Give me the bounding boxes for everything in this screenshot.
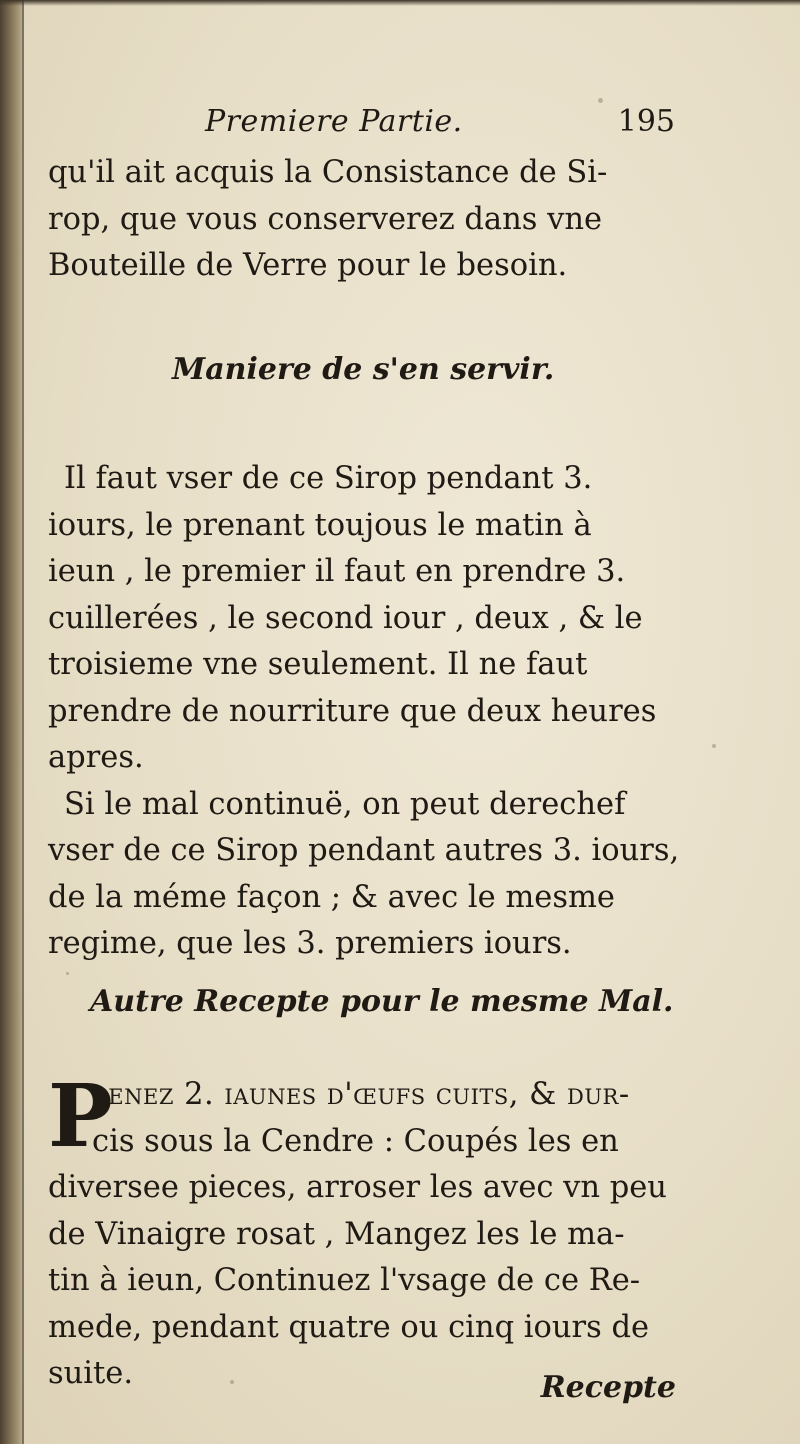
paragraph-continuation — [48, 150, 674, 290]
paragraph-instructions — [48, 456, 680, 968]
catchword: Recepte — [540, 1370, 676, 1405]
text-line: Bouteille de Verre pour le besoin. — [48, 248, 568, 283]
text-line: qu'il ait acquis la Consistance de Si- — [48, 155, 608, 190]
dropcap-paragraph-start — [48, 1066, 674, 1167]
text-line: apres. — [48, 740, 144, 775]
book-binding-shadow — [0, 0, 22, 1444]
page-number: 195 — [617, 104, 675, 139]
running-head: Premiere Partie. — [205, 104, 463, 139]
section-heading: Autre Recepte pour le mesme Mal. — [90, 984, 674, 1019]
drop-cap-letter: P — [48, 1066, 113, 1167]
text-line: vser de ce Sirop pendant autres 3. iours, — [48, 833, 680, 868]
text-line: diversee pieces, arroser les avec vn peu — [48, 1170, 667, 1205]
text-line: rop, que vous conserverez dans vne — [48, 201, 603, 237]
text-line: prendre de nourriture que deux heures — [48, 693, 657, 729]
text-line: cuillerées , le second iour , deux , & le — [48, 600, 643, 636]
text-line: de Vinaigre rosat , Mangez les le ma- — [48, 1216, 625, 1252]
section-heading: Maniere de s'en servir. — [172, 352, 555, 387]
text-line: troisieme vne seulement. Il ne faut — [48, 647, 588, 682]
page-header — [205, 104, 675, 150]
text-line: Si le mal continuë, on peut derechef — [64, 786, 626, 822]
text-line: regime, que les 3. premiers iours. — [48, 926, 572, 961]
paragraph-recipe — [48, 1066, 674, 1398]
text-line: mede, pendant quatre ou cinq iours de — [48, 1309, 650, 1345]
text-line: ieun , le premier il faut en prendre 3. — [48, 554, 626, 589]
text-line: renez 2. iaunes d'œufs cuits, & dur- — [92, 1077, 630, 1112]
paper-spot — [598, 98, 603, 103]
text-line: iours, le prenant toujous le matin à — [48, 507, 592, 543]
paper-spot — [712, 744, 716, 748]
text-line: Il faut vser de ce Sirop pendant 3. — [64, 461, 593, 496]
text-line: cis sous la Cendre : Coupés les en — [92, 1123, 619, 1159]
page-top-edge — [0, 0, 800, 6]
gutter-line — [22, 0, 24, 1444]
text-line: tin à ieun, Continuez l'vsage de ce Re- — [48, 1263, 641, 1298]
text-line: de la méme façon ; & avec le mesme — [48, 879, 615, 915]
paper-spot — [66, 972, 69, 975]
text-line: suite. — [48, 1356, 134, 1391]
